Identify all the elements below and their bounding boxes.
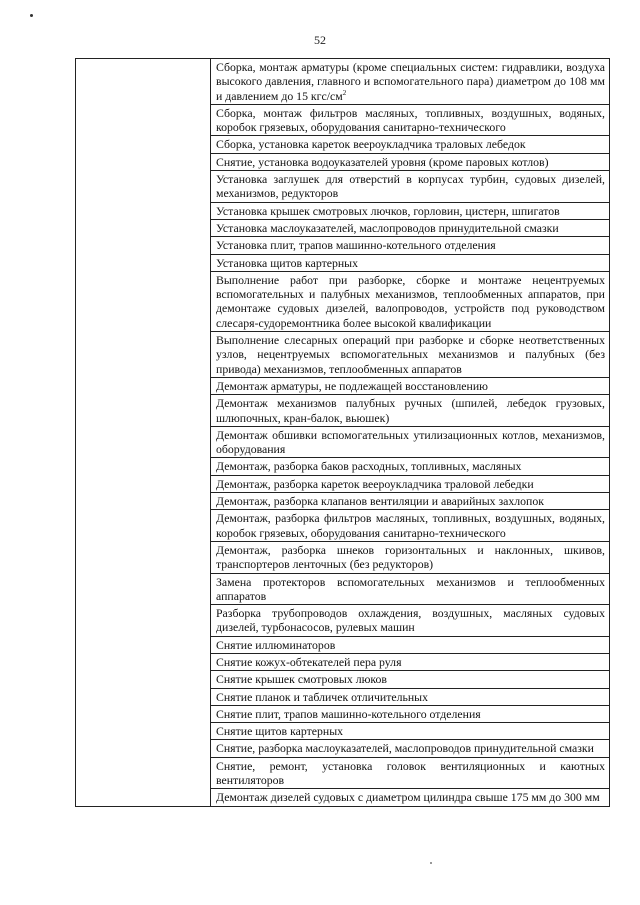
list-item: Демонтаж, разборка баков расходных, топливных, масляных	[211, 458, 609, 475]
list-item: Снятие кожух-обтекателей пера руля	[211, 654, 609, 671]
list-item: Демонтаж механизмов палубных ручных (шпилей, лебедок грузовых, шлюпочных, кран-балок, вьюшек)	[211, 395, 609, 427]
list-item: Установка маслоуказателей, маслопроводов принудительной смазки	[211, 220, 609, 237]
superscript: 2	[342, 88, 347, 97]
list-item: Снятие крышек смотровых люков	[211, 671, 609, 688]
list-item: Демонтаж обшивки вспомогательных утилизационных котлов, механизмов, оборудования	[211, 427, 609, 459]
list-item: Сборка, монтаж арматуры (кроме специальных систем: гидравлики, воздуха высокого давления, главного и вспомогательного пара) диаметром до 108 мм и давлением до 15 кгс/$см^2$	[211, 59, 609, 105]
scan-mark	[30, 14, 33, 17]
list-item: Снятие, разборка маслоуказателей, маслопроводов принудительной смазки	[211, 740, 609, 757]
page-number: 52	[314, 33, 326, 47]
list-item: Установка заглушек для отверстий в корпусах турбин, судовых дизелей, механизмов, редукторов	[211, 171, 609, 203]
list-item: Установка крышек смотровых лючков, горловин, цистерн, шпигатов	[211, 203, 609, 220]
list-item: Замена протекторов вспомогательных механизмов и теплообменных аппаратов	[211, 574, 609, 606]
list-item: Демонтаж, разборка фильтров масляных, топливных, воздушных, водяных, коробок грязевых, оборудования санитарно-технического	[211, 510, 609, 542]
list-item: Снятие планок и табличек отличительных	[211, 689, 609, 706]
scan-mark	[430, 862, 432, 864]
table-row	[76, 59, 610, 807]
list-item: Демонтаж дизелей судовых с диаметром цилиндра свыше 175 мм до 300 мм	[216, 790, 600, 805]
list-item: Сборка, монтаж фильтров масляных, топливных, воздушных, водяных, коробок грязевых, оборудования санитарно-технического	[211, 105, 609, 137]
list-item: Сборка, установка кареток веероукладчика траловых лебедок	[211, 136, 609, 153]
list-item: Демонтаж арматуры, не подлежащей восстановлению	[211, 378, 609, 395]
list-item: Установка плит, трапов машинно-котельного отделения	[211, 237, 609, 254]
list-item: Демонтаж, разборка шнеков горизонтальных и наклонных, шкивов, транспортеров ленточных (без редукторов)	[211, 542, 609, 574]
work-items-column	[211, 59, 610, 807]
list-item: Снятие иллюминаторов	[211, 637, 609, 654]
list-item: Снятие плит, трапов машинно-котельного отделения	[211, 706, 609, 723]
list-item: Снятие, ремонт, установка головок вентиляционных и каютных вентиляторов	[211, 758, 609, 790]
work-list-table	[75, 58, 610, 807]
list-item: Снятие щитов картерных	[211, 723, 609, 740]
list-item: Установка щитов картерных	[211, 255, 609, 272]
empty-left-column	[76, 59, 211, 807]
list-item: Выполнение работ при разборке, сборке и монтаже нецентруемых вспомогательных и палубных механизмов, теплообменных аппаратов, при демонтаже судовых дизелей, валопроводов, устройств под руководством слесаря-судоремонтника более высокой квалификации	[211, 272, 609, 332]
list-item: Разборка трубопроводов охлаждения, воздушных, масляных судовых дизелей, турбонасосов, рулевых машин	[211, 605, 609, 637]
list-item: Снятие, установка водоуказателей уровня (кроме паровых котлов)	[211, 154, 609, 171]
list-item: Выполнение слесарных операций при разборке и сборке неответственных узлов, нецентруемых вспомогательных механизмов и палубных (без привода) механизмов, теплообменных аппаратов	[211, 332, 609, 378]
list-item: Демонтаж, разборка клапанов вентиляции и аварийных захлопок	[211, 493, 609, 510]
list-item: Демонтаж, разборка кареток веероукладчика траловой лебедки	[211, 476, 609, 493]
